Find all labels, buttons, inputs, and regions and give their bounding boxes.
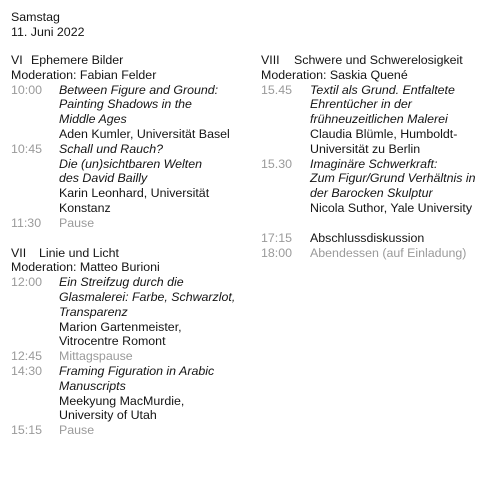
talk-title-line: frühneuzeitlichen Malerei — [310, 112, 448, 127]
speaker-line: Nicola Suthor, Yale University — [310, 200, 473, 215]
speaker-line: Meekyung MacMurdie, — [59, 393, 185, 408]
entry-content — [59, 83, 261, 142]
program-entry — [261, 83, 493, 157]
break-label: Abendessen (auf Einladung) — [310, 245, 467, 260]
section-title: Schwere und Schwerelosigkeit — [294, 53, 463, 67]
section-heading — [11, 246, 261, 261]
section-vii — [11, 246, 261, 438]
speaker-line: Vitrocentre Romont — [59, 334, 166, 349]
talk-title-line: des David Bailly — [59, 171, 148, 186]
speaker-line: Marion Gartenmeister, — [59, 319, 182, 334]
program-entry — [11, 275, 261, 349]
talk-title-line: Imaginäre Schwerkraft: — [310, 156, 438, 171]
section-heading — [261, 53, 493, 68]
entry-content — [310, 157, 493, 216]
talk-title-line: Framing Figuration in Arabic — [59, 363, 215, 378]
break-entry — [261, 246, 493, 261]
program-entry — [261, 231, 493, 246]
speaker-line: Universität zu Berlin — [310, 141, 421, 156]
entry-time: 14:30 — [11, 363, 43, 378]
section-numeral: VIII — [261, 53, 280, 67]
entry-time: 15.45 — [261, 82, 293, 97]
entry-time: 10:00 — [11, 82, 43, 97]
program-entry — [261, 157, 493, 216]
talk-title-line: Ein Streifzug durch die — [59, 275, 184, 290]
talk-title-line: Zum Figur/Grund Verhältnis in — [310, 171, 476, 186]
talk-title-line: Between Figure and Ground: — [59, 82, 219, 97]
moderation-line: Moderation: Matteo Burioni — [11, 260, 160, 275]
section-numeral: VII — [11, 245, 27, 260]
break-label: Mittagspause — [59, 349, 133, 364]
entry-time: 12:45 — [11, 349, 43, 364]
day-label: Samstag — [11, 10, 60, 24]
talk-title-line: Glasmalerei: Farbe, Schwarzlot, — [59, 289, 236, 304]
program-entry — [11, 142, 261, 216]
talk-title-line: Manuscripts — [59, 378, 126, 393]
break-label: Pause — [59, 215, 95, 230]
entry-time: 10:45 — [11, 141, 43, 156]
section-heading — [11, 53, 261, 68]
talk-title-line: Transparenz — [59, 304, 128, 319]
section-vi — [11, 53, 261, 231]
speaker-line: Aden Kumler, Universität Basel — [59, 126, 230, 141]
break-entry — [11, 423, 261, 438]
entry-time: 15.30 — [261, 156, 293, 171]
speaker-line: University of Utah — [59, 408, 157, 423]
talk-title-line: Painting Shadows in the — [59, 97, 192, 112]
talk-title-line: Textil als Grund. Entfaltete — [310, 82, 455, 97]
talk-title-line: Ehrentücher in der — [310, 97, 412, 112]
entry-time: 18:00 — [261, 245, 293, 260]
speaker-line: Karin Leonhard, Universität — [59, 186, 210, 201]
break-entry — [11, 349, 261, 364]
entry-label: Abschlussdiskussion — [310, 230, 425, 245]
program-entry — [11, 83, 261, 142]
program-entry — [11, 364, 261, 423]
entry-content — [59, 364, 261, 423]
break-label: Pause — [59, 423, 95, 438]
section-numeral: VI — [11, 53, 23, 67]
section-title: Ephemere Bilder — [31, 53, 124, 67]
entry-time: 15:15 — [11, 423, 43, 438]
entry-content — [310, 83, 493, 157]
entry-time: 12:00 — [11, 275, 43, 290]
date-heading — [11, 10, 251, 40]
break-entry — [11, 216, 261, 231]
entry-time: 17:15 — [261, 230, 293, 245]
entry-content — [59, 142, 261, 216]
program-column-right — [261, 53, 493, 275]
date-label: 11. Juni 2022 — [11, 24, 85, 39]
talk-title-line: Middle Ages — [59, 112, 127, 127]
entry-time: 11:30 — [11, 215, 42, 230]
talk-title-line: Schall und Rauch? — [59, 141, 164, 156]
speaker-line: Konstanz — [59, 200, 111, 215]
moderation-line: Moderation: Saskia Quené — [261, 67, 408, 82]
entry-content — [59, 275, 261, 349]
moderation-line: Moderation: Fabian Felder — [11, 67, 157, 82]
section-viii — [261, 53, 493, 260]
program-column-left — [11, 53, 261, 453]
speaker-line: Claudia Blümle, Humboldt- — [310, 126, 458, 141]
talk-title-line: Die (un)sichtbaren Welten — [59, 156, 203, 171]
talk-title-line: der Barocken Skulptur — [310, 186, 433, 201]
section-title: Linie und Licht — [39, 245, 119, 260]
spacer — [261, 216, 493, 231]
